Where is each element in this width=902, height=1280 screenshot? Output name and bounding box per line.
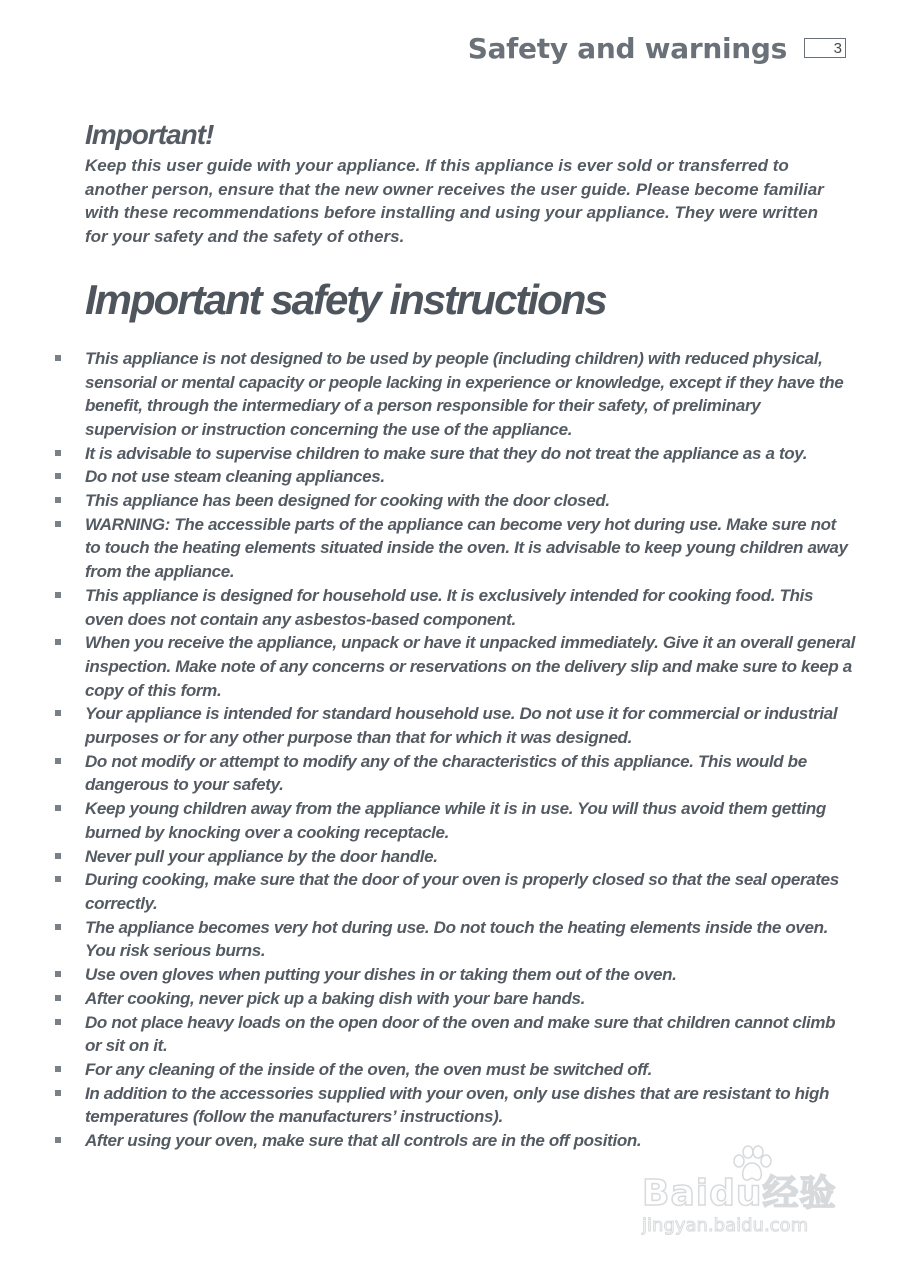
list-item-text: Use oven gloves when putting your dishes in or taking them out of the oven.	[85, 965, 677, 985]
list-item	[85, 1058, 855, 1082]
bullet-icon	[55, 1090, 61, 1096]
bullet-icon	[55, 1019, 61, 1025]
bullet-icon	[55, 876, 61, 882]
bullet-icon	[55, 995, 61, 1001]
list-item	[85, 465, 855, 489]
list-item-text: In addition to the accessories supplied with your oven, only use dishes that are resistant to high temperatures (follow the manufacturers’ instructions).	[85, 1083, 830, 1127]
list-item	[85, 987, 855, 1011]
bullet-icon	[55, 805, 61, 811]
list-item	[85, 513, 855, 584]
list-item-text: It is advisable to supervise children to make sure that they do not treat the appliance as a toy.	[85, 443, 808, 463]
list-item	[85, 1082, 855, 1129]
bullet-icon	[55, 355, 61, 361]
list-item-text: This appliance is not designed to be used by people (including children) with reduced physical, sensorial or mental capacity or people lacking in experience or knowledge, except if they have the benefit, through the intermediary of a person responsible for their safety, of preliminary supervision or instruction concerning the use of the appliance.	[85, 348, 844, 439]
bullet-icon	[55, 710, 61, 716]
bullet-icon	[55, 971, 61, 977]
list-item	[85, 845, 855, 869]
bullet-icon	[55, 639, 61, 645]
watermark-logo: Baidu经验	[642, 1173, 837, 1214]
baidu-watermark	[642, 1145, 852, 1245]
list-item-text: Do not place heavy loads on the open door of the oven and make sure that children cannot climb or sit on it.	[85, 1012, 836, 1056]
bullet-icon	[55, 473, 61, 479]
bullet-icon	[55, 853, 61, 859]
list-item-text: WARNING: The accessible parts of the appliance can become very hot during use. Make sure not to touch the heating elements situated inside the oven. It is advisable to keep young children away from the appliance.	[85, 514, 848, 582]
list-item	[85, 489, 855, 513]
safety-instructions-list	[85, 347, 855, 1153]
list-item-text: This appliance has been designed for cooking with the door closed.	[85, 491, 610, 511]
list-item-text: For any cleaning of the inside of the oven, the oven must be switched off.	[85, 1059, 652, 1079]
list-item-text: When you receive the appliance, unpack or have it unpacked immediately. Give it an overall general inspection. Make note of any concerns or reservations on the delivery slip and make sure to keep a copy of this form.	[85, 633, 856, 700]
bullet-icon	[55, 758, 61, 764]
list-item-text: Do not modify or attempt to modify any of the characteristics of this appliance. This would be dangerous to your safety.	[85, 751, 807, 795]
list-item-text: After using your oven, make sure that all controls are in the off position.	[85, 1131, 642, 1151]
important-notice: Keep this user guide with your appliance. If this appliance is ever sold or transferred to another person, ensure that the new owner receives the user guide. Please become familiar with these recommendations before installing and using your appliance. They were written for your safety and the safety of others.	[85, 156, 824, 247]
list-item-text: The appliance becomes very hot during use. Do not touch the heating elements inside the oven. You risk serious burns.	[85, 917, 828, 961]
page-header	[0, 30, 902, 70]
page-number: 3	[804, 38, 846, 58]
list-item	[85, 750, 855, 797]
list-item-text: During cooking, make sure that the door of your oven is properly closed so that the seal operates correctly.	[85, 870, 839, 913]
bullet-icon	[55, 924, 61, 930]
list-item	[85, 868, 855, 915]
bullet-icon	[55, 1137, 61, 1143]
list-item-text: Keep young children away from the appliance while it is in use. You will thus avoid them getting burned by knocking over a cooking receptacle.	[85, 799, 826, 842]
bullet-icon	[55, 1066, 61, 1072]
list-item	[85, 1011, 855, 1058]
bullet-icon	[55, 497, 61, 503]
watermark-url: jingyan.baidu.com	[642, 1215, 809, 1236]
list-item	[85, 963, 855, 987]
bullet-icon	[55, 521, 61, 527]
page-content	[85, 118, 865, 1153]
list-item-text: This appliance is designed for household use. It is exclusively intended for cooking food. This oven does not contain any asbestos-based component.	[85, 585, 814, 629]
list-item-text: Do not use steam cleaning appliances.	[85, 467, 385, 487]
important-heading: Important!	[85, 119, 214, 150]
list-item	[85, 916, 855, 963]
list-item	[85, 797, 855, 844]
bullet-icon	[55, 592, 61, 598]
safety-instructions-heading: Important safety instructions	[85, 275, 606, 323]
list-item	[85, 631, 855, 702]
list-item-text: After cooking, never pick up a baking dish with your bare hands.	[85, 988, 585, 1008]
list-item	[85, 442, 855, 466]
list-item	[85, 584, 855, 631]
bullet-icon	[55, 450, 61, 456]
list-item	[85, 702, 855, 749]
list-item	[85, 347, 855, 442]
list-item-text: Your appliance is intended for standard household use. Do not use it for commercial or industrial purposes or for any other purpose than that for which it was designed.	[85, 704, 838, 748]
section-title: Safety and warnings	[467, 32, 787, 65]
list-item-text: Never pull your appliance by the door handle.	[85, 846, 438, 866]
